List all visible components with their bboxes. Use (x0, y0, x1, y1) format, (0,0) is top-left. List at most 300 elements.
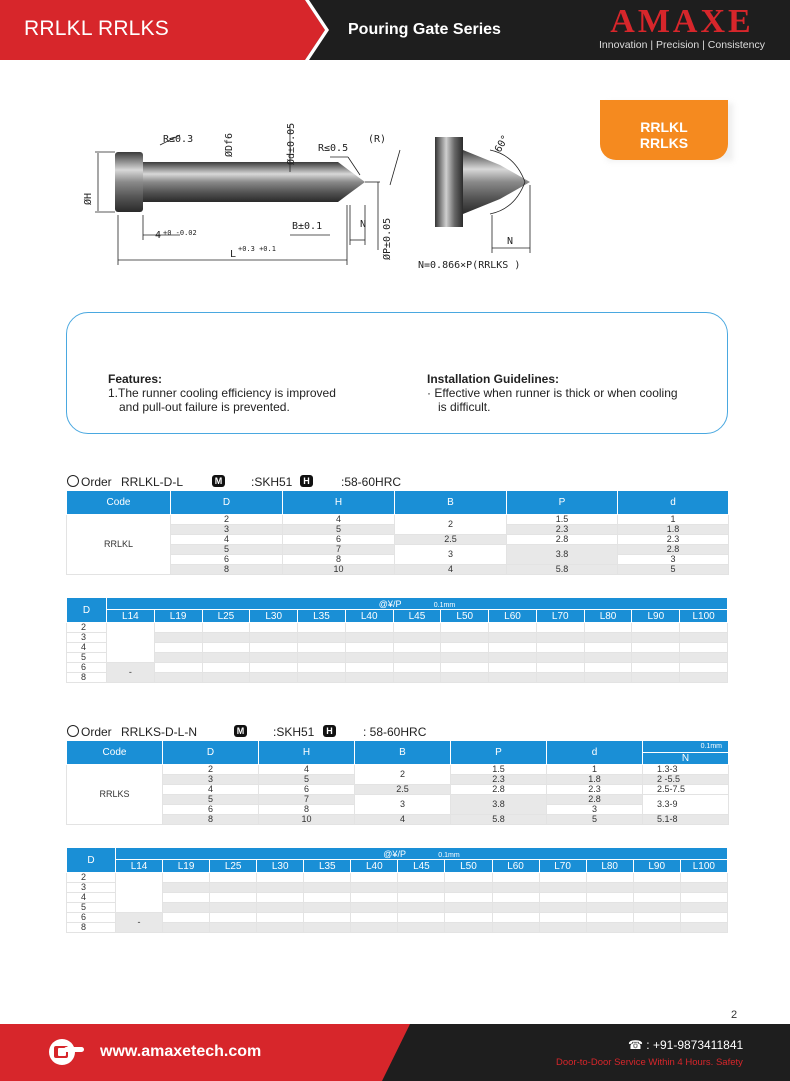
table-cell (304, 873, 351, 883)
col-p: P (451, 741, 547, 765)
table-cell (584, 653, 632, 663)
table-cell: 6 (163, 805, 259, 815)
table-cell (680, 903, 727, 913)
length-col-l80: L80 (584, 610, 632, 623)
table-cell (584, 633, 632, 643)
order-prefix: Order (81, 725, 112, 739)
table-cell (441, 633, 489, 643)
col-code: Code (67, 491, 171, 515)
table-cell (680, 923, 727, 933)
table-row (67, 893, 728, 903)
row-d-value: 6 (67, 663, 107, 673)
table-row (67, 873, 728, 883)
row-d-value: 5 (67, 903, 116, 913)
table-cell: 2.5-7.5 (643, 785, 729, 795)
length-col-l90: L90 (633, 860, 680, 873)
table-cell (351, 923, 398, 933)
label-dtol: Ød±0.05 (286, 122, 297, 165)
col-small-d: d (618, 491, 729, 515)
table-cell (250, 653, 298, 663)
table-cell (539, 923, 586, 933)
table-cell (398, 873, 445, 883)
features-box (66, 312, 728, 434)
length-col-l19: L19 (154, 610, 202, 623)
table-cell (586, 913, 633, 923)
table-cell (492, 873, 539, 883)
table-cell (163, 903, 210, 913)
label-n-formula: N=0.866×P(RRLKS ) (418, 260, 521, 271)
length-col-l19: L19 (163, 860, 210, 873)
length-col-l70: L70 (539, 860, 586, 873)
badge-line-1: RRLKL (640, 119, 688, 135)
table-cell (210, 913, 257, 923)
badge-line-2: RRLKS (639, 135, 689, 151)
table-cell (398, 923, 445, 933)
length-col-l100: L100 (680, 610, 728, 623)
website-link[interactable]: www.amaxetech.com (100, 1043, 262, 1060)
table-cell (492, 883, 539, 893)
length-col-l50: L50 (441, 610, 489, 623)
table-cell: 2.3 (618, 535, 729, 545)
table-cell (539, 883, 586, 893)
table-cell (345, 653, 393, 663)
product-title: RRLKL RRLKS (24, 17, 169, 40)
table-cell (250, 623, 298, 633)
table-cell (163, 893, 210, 903)
length-col-l35: L35 (304, 860, 351, 873)
table-cell (586, 903, 633, 913)
unit-label-2: 0.1mm (433, 601, 456, 609)
hardness-value: : 58-60HRC (363, 725, 427, 739)
length-col-l30: L30 (257, 860, 304, 873)
table-row (67, 643, 728, 653)
length-col-l40: L40 (351, 860, 398, 873)
col-d: D (163, 741, 259, 765)
table-cell: 6 (259, 785, 355, 795)
label-angle: 60° (493, 133, 512, 155)
table-cell (393, 663, 441, 673)
order-code: RRLKL-D-L (121, 475, 184, 489)
table-cell (632, 673, 680, 683)
table-cell (398, 913, 445, 923)
table-cell (202, 623, 250, 633)
table-cell (202, 643, 250, 653)
table-row (67, 673, 728, 683)
table-cell: 4 (395, 565, 507, 575)
table-cell (304, 893, 351, 903)
unit-header (116, 848, 728, 860)
table-cell: 5.8 (507, 565, 618, 575)
features-line-1: 1.The runner cooling efficiency is improved (108, 386, 336, 400)
table-cell (632, 633, 680, 643)
table-cell (680, 873, 727, 883)
table-cell: 4 (355, 815, 451, 825)
table-cell (680, 913, 727, 923)
table-cell (489, 673, 537, 683)
table-cell: 2.5 (355, 785, 451, 795)
material-marker: M (212, 475, 225, 487)
table-cell (680, 653, 728, 663)
row-d-value: 8 (67, 923, 116, 933)
material-value: :SKH51 (251, 475, 293, 489)
table-cell (351, 903, 398, 913)
table-cell (586, 873, 633, 883)
table-cell (154, 633, 202, 643)
pin-shaft (143, 162, 338, 202)
table-cell: 2.8 (507, 535, 618, 545)
length-col-l14: L14 (116, 860, 163, 873)
label-n: N (360, 219, 367, 230)
length-col-l25: L25 (202, 610, 250, 623)
row-d-value: 8 (67, 673, 107, 683)
table-cell (586, 923, 633, 933)
installation-line-1: · Effective when runner is thick or when cooling (427, 386, 678, 400)
table-cell (298, 643, 346, 653)
table-cell: 2 -5.5 (643, 775, 729, 785)
label-r03: R≤0.3 (163, 134, 194, 145)
features-column (108, 372, 336, 414)
table-cell (250, 643, 298, 653)
table-cell (680, 623, 728, 633)
features-title: Features: (108, 372, 163, 386)
table-cell (441, 663, 489, 673)
table-cell (445, 873, 492, 883)
unit-header (107, 598, 728, 610)
table-cell (489, 633, 537, 643)
table-cell (680, 883, 727, 893)
table-cell (539, 893, 586, 903)
table-cell (250, 633, 298, 643)
label-df6: ØDf6 (224, 132, 235, 157)
table-cell: 1.5 (451, 765, 547, 775)
table-cell (680, 673, 728, 683)
table-cell (304, 883, 351, 893)
col-d: D (67, 848, 116, 873)
table-cell: 3.3-9 (643, 795, 729, 815)
table-cell (154, 623, 202, 633)
length-col-l45: L45 (393, 610, 441, 623)
table-cell: 1.8 (547, 775, 643, 785)
label-four-tol: +0 -0.02 (163, 229, 197, 237)
table-cell (633, 883, 680, 893)
table-cell (351, 873, 398, 883)
table-cell (202, 663, 250, 673)
table-cell: 10 (259, 815, 355, 825)
table-cell (163, 873, 210, 883)
table-cell (393, 633, 441, 643)
installation-line-2: is difficult. (438, 400, 491, 414)
table-cell (257, 883, 304, 893)
table-cell (492, 903, 539, 913)
length-col-l14: L14 (107, 610, 155, 623)
brand-name: AMAXE (610, 3, 754, 40)
col-d: D (67, 598, 107, 623)
order-prefix: Order (81, 475, 112, 489)
unit-label: @¥/P (378, 598, 402, 609)
table-cell (345, 643, 393, 653)
hardness-marker: H (300, 475, 313, 487)
table-cell (398, 893, 445, 903)
table-cell (445, 893, 492, 903)
table-cell (351, 913, 398, 923)
table-cell: 3.8 (507, 545, 618, 565)
table-cell (586, 883, 633, 893)
table-cell (632, 643, 680, 653)
length-col-l70: L70 (536, 610, 584, 623)
table-cell (345, 633, 393, 643)
label-four: 4 (155, 230, 162, 241)
col-p: P (507, 491, 618, 515)
table-cell (351, 893, 398, 903)
table-cell: 3 (395, 545, 507, 565)
table-cell (633, 913, 680, 923)
table-cell (539, 903, 586, 913)
table-cell: 2 (163, 765, 259, 775)
table-cell: 2.8 (547, 795, 643, 805)
table-cell (257, 893, 304, 903)
table-cell: 5 (259, 775, 355, 785)
table-cell: 3 (547, 805, 643, 815)
unit-label: 0.1mm (643, 741, 729, 753)
table-cell (492, 913, 539, 923)
table-cell: 5.8 (451, 815, 547, 825)
table-cell: 6 (283, 535, 395, 545)
label-l-tol: +0.3 +0.1 (238, 245, 276, 253)
telephone-icon: ☎ (628, 1038, 643, 1052)
table-cell (345, 673, 393, 683)
table-cell (210, 893, 257, 903)
label-h: ØH (83, 192, 94, 205)
table-cell: 8 (259, 805, 355, 815)
pointing-hand-icon (46, 1037, 86, 1067)
table-cell: 7 (283, 545, 395, 555)
table-cell (210, 923, 257, 933)
table-cell: 1 (547, 765, 643, 775)
order-line-rrlkl (67, 475, 467, 489)
table-cell (536, 623, 584, 633)
table-cell (489, 643, 537, 653)
table-cell (489, 663, 537, 673)
row-d-value: 2 (67, 873, 116, 883)
page-footer (0, 1024, 790, 1081)
table-cell (584, 623, 632, 633)
table-cell (445, 903, 492, 913)
col-b: B (395, 491, 507, 515)
table-cell (298, 633, 346, 643)
table-cell (584, 663, 632, 673)
table-cell: 3 (163, 775, 259, 785)
table-cell (304, 903, 351, 913)
table-row (67, 903, 728, 913)
table-cell (536, 673, 584, 683)
length-col-l90: L90 (632, 610, 680, 623)
table-cell: 1.3-3 (643, 765, 729, 775)
code-cell: RRLKL (67, 515, 171, 575)
row-d-value: 3 (67, 883, 116, 893)
table-cell (257, 923, 304, 933)
table-cell (633, 893, 680, 903)
col-h: H (283, 491, 395, 515)
table-cell (163, 923, 210, 933)
table-cell (210, 873, 257, 883)
rrlks-length-table (66, 847, 728, 933)
col-code: Code (67, 741, 163, 765)
table-cell (539, 873, 586, 883)
table-cell (632, 653, 680, 663)
label-r-paren: (R) (368, 134, 387, 145)
row-d-value: 3 (67, 633, 107, 643)
footer-note: Door-to-Door Service Within 4 Hours. Safety (556, 1057, 743, 1068)
length-col-l80: L80 (586, 860, 633, 873)
table-cell (492, 893, 539, 903)
length-col-l60: L60 (492, 860, 539, 873)
table-cell (398, 903, 445, 913)
length-col-l100: L100 (680, 860, 727, 873)
table-cell: 2.8 (451, 785, 547, 795)
table-cell (298, 623, 346, 633)
table-cell (445, 923, 492, 933)
table-row (67, 633, 728, 643)
phone-number: : +91-9873411841 (646, 1038, 744, 1052)
series-title: Pouring Gate Series (348, 21, 501, 38)
table-cell: 5 (163, 795, 259, 805)
table-cell: 8 (283, 555, 395, 565)
table-cell (210, 903, 257, 913)
table-row (67, 883, 728, 893)
table-cell: 2.8 (618, 545, 729, 555)
table-cell (345, 663, 393, 673)
row-d-value: 4 (67, 893, 116, 903)
table-cell (202, 653, 250, 663)
installation-title: Installation Guidelines: (427, 372, 560, 386)
table-cell: 2 (355, 765, 451, 785)
label-l: L (230, 249, 237, 260)
table-cell: 2 (395, 515, 507, 535)
row-d-value: 6 (67, 913, 116, 923)
table-cell (441, 653, 489, 663)
table-cell (445, 883, 492, 893)
table-cell: 3 (618, 555, 729, 565)
side-view-head (435, 137, 463, 227)
table-cell (445, 913, 492, 923)
side-view-cone (463, 150, 530, 214)
table-cell: 10 (283, 565, 395, 575)
col-n: N (643, 753, 729, 765)
hardness-marker: H (323, 725, 336, 737)
table-row (67, 653, 728, 663)
table-cell (441, 673, 489, 683)
table-row (67, 663, 728, 673)
table-cell: 4 (171, 535, 283, 545)
table-cell (441, 643, 489, 653)
table-row (67, 923, 728, 933)
table-cell (536, 663, 584, 673)
material-value: :SKH51 (273, 725, 315, 739)
table-cell (298, 653, 346, 663)
table-cell: 2 (171, 515, 283, 525)
table-cell: 3.8 (451, 795, 547, 815)
table-cell: 1.5 (507, 515, 618, 525)
table-cell (680, 643, 728, 653)
footer-phone (628, 1038, 743, 1052)
table-cell: 5 (547, 815, 643, 825)
dash-cell: - (116, 913, 163, 933)
table-cell: 5 (171, 545, 283, 555)
table-cell: 4 (283, 515, 395, 525)
brand-tagline: Innovation | Precision | Consistency (599, 39, 765, 51)
page-header (0, 0, 790, 60)
features-line-2: and pull-out failure is prevented. (119, 400, 290, 414)
table-cell (202, 633, 250, 643)
table-cell (633, 873, 680, 883)
table-cell (298, 663, 346, 673)
table-cell: 2.3 (547, 785, 643, 795)
table-cell (304, 913, 351, 923)
table-cell (680, 633, 728, 643)
table-cell: 8 (163, 815, 259, 825)
pin-tip (338, 162, 365, 202)
rrlks-dimension-table (66, 740, 729, 825)
table-cell (202, 673, 250, 683)
table-cell: 5 (618, 565, 729, 575)
table-cell: 4 (163, 785, 259, 795)
product-badge (600, 100, 728, 160)
length-col-l50: L50 (445, 860, 492, 873)
row-d-value: 4 (67, 643, 107, 653)
table-row (67, 623, 728, 633)
unit-label-2: 0.1mm (438, 851, 460, 859)
code-cell: RRLKS (67, 765, 163, 825)
table-cell: 2.3 (507, 525, 618, 535)
table-cell (393, 643, 441, 653)
table-cell (584, 643, 632, 653)
row-d-value: 2 (67, 623, 107, 633)
table-cell (584, 673, 632, 683)
order-code: RRLKS-D-L-N (121, 725, 198, 739)
table-cell (536, 643, 584, 653)
table-cell: 6 (171, 555, 283, 565)
table-cell (351, 883, 398, 893)
installation-column (427, 372, 678, 414)
table-cell (393, 653, 441, 663)
pin-head (115, 152, 143, 212)
label-p: ØP±0.05 (382, 217, 393, 260)
table-cell (250, 663, 298, 673)
table-cell (398, 883, 445, 893)
table-cell: 4 (259, 765, 355, 775)
rrlkl-length-table (66, 597, 728, 683)
table-cell: 5 (283, 525, 395, 535)
table-cell (154, 653, 202, 663)
table-cell (586, 893, 633, 903)
table-row (67, 913, 728, 923)
table-cell (680, 893, 727, 903)
table-cell (492, 923, 539, 933)
table-cell: 5.1-8 (643, 815, 729, 825)
table-cell (163, 883, 210, 893)
label-b: B±0.1 (292, 221, 323, 232)
table-cell (163, 913, 210, 923)
table-cell (345, 623, 393, 633)
material-marker: M (234, 725, 247, 737)
table-cell (154, 663, 202, 673)
table-cell (441, 623, 489, 633)
table-cell: 3 (355, 795, 451, 815)
col-h: H (259, 741, 355, 765)
page-number: 2 (731, 1009, 738, 1021)
table-cell (107, 623, 155, 663)
table-cell (257, 903, 304, 913)
